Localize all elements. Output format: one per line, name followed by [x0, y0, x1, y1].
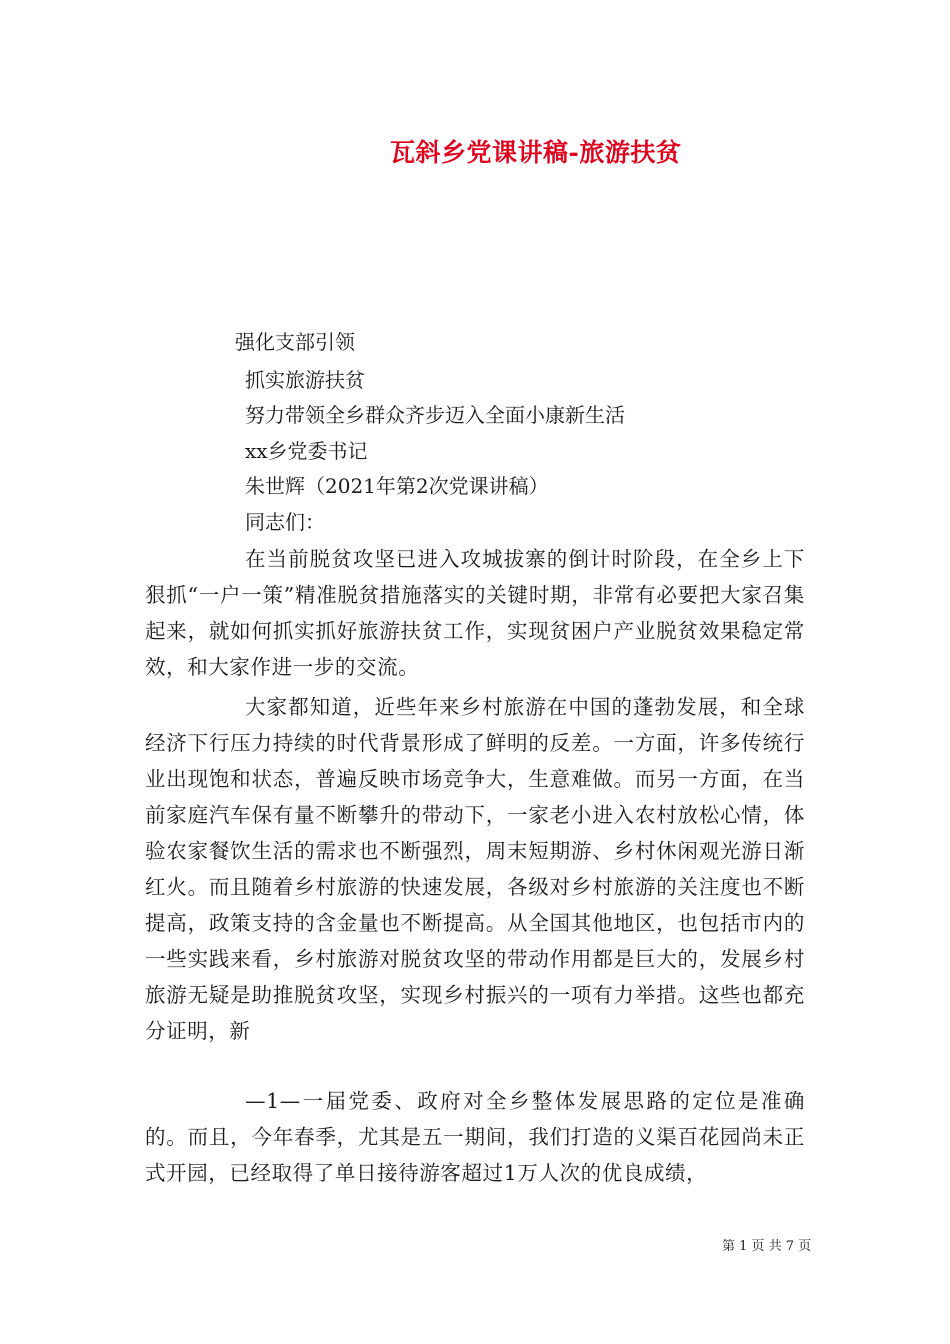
body-paragraph-2: 大家都知道，近些年来乡村旅游在中国的蓬勃发展，和全球经济下行压力持续的时代背景形成了鲜明的反差。一方面，许多传统行业出现饱和状态，普遍反映市场竞争大，生意难做。而另一方面，在当前家庭汽车保有量不断攀升的带动下，一家老小进入农村放松心情，体验农家餐饮生活的需求也不断强烈，周末短期游、乡村休闲观光游日渐红火。而且随着乡村旅游的快速发展，各级对乡村旅游的关注度也不断提高，政策支持的含金量也不断提高。从全国其他地区，也包括市内的一些实践来看，乡村旅游对脱贫攻坚的带动作用都是巨大的，发展乡村旅游无疑是助推脱贫攻坚，实现乡村振兴的一项有力举措。这些也都充分证明，新: [145, 695, 805, 1043]
header-line-salutation: 同志们：: [245, 510, 325, 534]
page-number-footer: 第 1 页 共 7 页: [722, 1239, 812, 1254]
body-paragraph-1: 在当前脱贫攻坚已进入攻城拔寨的倒计时阶段，在全乡上下狠抓“一户一策”精准脱贫措施落实的关键时期，非常有必要把大家召集起来，就如何抓实抓好旅游扶贫工作，实现贫困户产业脱贫效果稳定常效，和大家作进一步的交流。: [145, 547, 805, 679]
document-title: 瓦斜乡党课讲稿-旅游扶贫: [390, 138, 682, 167]
header-line-slogan-2: 抓实旅游扶贫: [245, 368, 365, 392]
body-paragraph-3: —1—一届党委、政府对全乡整体发展思路的定位是准确的。而且，今年春季，尤其是五一期间，我们打造的义渠百花园尚未正式开园，已经取得了单日接待游客超过1万人次的优良成绩，: [145, 1089, 805, 1185]
header-line-slogan-3: 努力带领全乡群众齐步迈入全面小康新生活: [245, 403, 625, 427]
header-line-slogan-1: 强化支部引领: [235, 330, 355, 354]
header-line-author-name: 朱世辉（2021年第2次党课讲稿）: [245, 474, 549, 498]
header-line-author-role: xx乡党委书记: [245, 439, 368, 463]
